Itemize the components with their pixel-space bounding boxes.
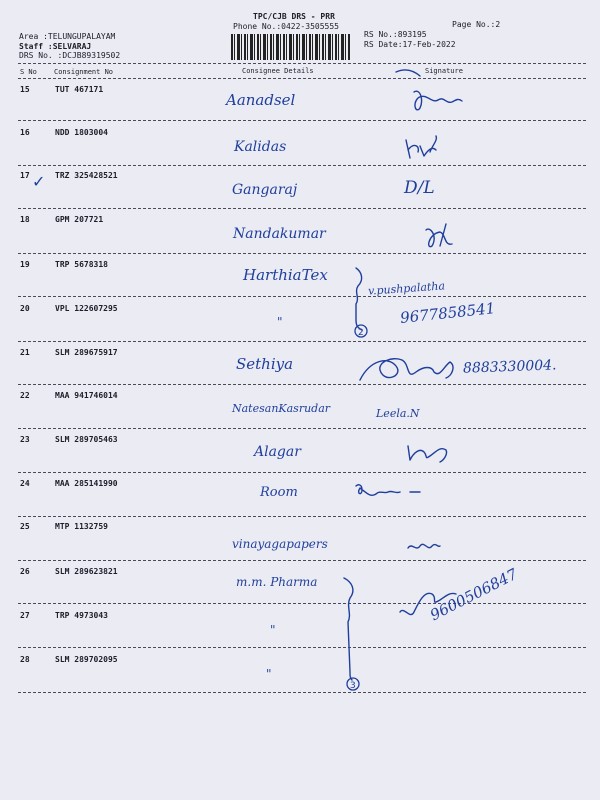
- signature-row-18: [426, 224, 452, 247]
- row-sno: 20: [20, 304, 30, 313]
- handwritten-consignee: NatesanKasrudar: [232, 402, 331, 415]
- row-sno: 19: [20, 260, 30, 269]
- handwritten-consignee: Nandakumar: [233, 226, 326, 242]
- handwritten-consignee: ": [270, 623, 276, 637]
- signature-row-15: [414, 91, 462, 110]
- row-consignment: SLM 289623821: [55, 567, 118, 576]
- row-consignment: TRZ 325428521: [55, 171, 118, 180]
- row-sno: 24: [20, 479, 30, 488]
- handwritten-phone: 8883330004.: [462, 357, 557, 377]
- handwritten-consignee: Kalidas: [234, 139, 287, 155]
- bracket-rows-26-28: [344, 578, 353, 680]
- phone-number: Phone No.:0422-3505555: [233, 22, 339, 31]
- row-consignment: TRP 4973043: [55, 611, 108, 620]
- row-consignment: NDD 1803004: [55, 128, 108, 137]
- col-consignee-details: Consignee Details: [242, 67, 314, 75]
- row-sno: 26: [20, 567, 30, 576]
- handwritten-consignee: Room: [260, 485, 298, 500]
- row-consignment: VPL 122607295: [55, 304, 118, 313]
- handwritten-phone: 9600506847: [427, 564, 521, 625]
- row-sno: 15: [20, 85, 30, 94]
- handwritten-consignee: Alagar: [254, 444, 301, 460]
- staff-field: Staff :SELVARAJ: [19, 42, 92, 51]
- handwritten-consignee: ": [277, 315, 283, 329]
- handwritten-consignee: Gangaraj: [232, 182, 298, 198]
- row-consignment: SLM 289675917: [55, 348, 118, 357]
- handwritten-consignee: Aanadsel: [226, 91, 296, 109]
- row-sno: 16: [20, 128, 30, 137]
- row-sno: 25: [20, 522, 30, 531]
- col-signature: Signature: [425, 67, 463, 75]
- circle-mark-2-label: 2: [358, 328, 364, 338]
- handwritten-consignee: Sethiya: [236, 355, 294, 373]
- signature-row-24: [356, 485, 420, 496]
- row-sno: 23: [20, 435, 30, 444]
- handwritten-signature: Leela.N: [376, 407, 420, 420]
- rs-date: RS Date:17-Feb-2022: [364, 40, 456, 49]
- row-consignment: GPM 207721: [55, 215, 104, 224]
- row-sno: 18: [20, 215, 30, 224]
- signature-row-25: [408, 544, 440, 548]
- handwritten-consignee: HarthiaTex: [243, 266, 328, 284]
- signature-row-21: [360, 359, 453, 380]
- drs-number: DRS No. :DCJB89319502: [19, 51, 121, 60]
- document-title: TPC/CJB DRS - PRR: [253, 12, 335, 21]
- row-sno: 27: [20, 611, 30, 620]
- area-field: Area :TELUNGUPALAYAM: [19, 32, 116, 41]
- col-consignment: Consignment No: [54, 68, 114, 76]
- row-consignment: SLM 289702095: [55, 655, 118, 664]
- row-sno: 28: [20, 655, 30, 664]
- page-number: Page No.:2: [452, 20, 501, 29]
- handwritten-consignee: ": [266, 667, 272, 681]
- row-consignment: MAA 285141990: [55, 479, 118, 488]
- signature-row-23: [408, 446, 447, 462]
- handwritten-consignee: vinayagapapers: [232, 537, 328, 551]
- row-consignment: TRP 5678318: [55, 260, 108, 269]
- row-sno: 17: [20, 171, 30, 180]
- header-signature-squiggle: [396, 70, 420, 76]
- check-mark: ✓: [32, 172, 46, 191]
- row-consignment: MTP 1132759: [55, 522, 108, 531]
- handwritten-signature: v.pushpalatha: [367, 279, 446, 298]
- row-sno: 21: [20, 348, 30, 357]
- circle-mark-3-label: 3: [350, 681, 356, 691]
- signature-row-16: [406, 136, 436, 158]
- row-consignment: TUT 467171: [55, 85, 104, 94]
- rs-number: RS No.:893195: [364, 30, 427, 39]
- row-consignment: SLM 289705463: [55, 435, 118, 444]
- row-consignment: MAA 941746014: [55, 391, 118, 400]
- handwritten-signature: D/L: [404, 178, 435, 198]
- row-sno: 22: [20, 391, 30, 400]
- signature-row-27: [400, 593, 456, 614]
- bracket-rows-19-20: [356, 268, 362, 330]
- handwritten-phone: 9677858541: [399, 299, 497, 327]
- col-sno: S No: [20, 68, 37, 76]
- handwritten-consignee: m.m. Pharma: [236, 575, 318, 589]
